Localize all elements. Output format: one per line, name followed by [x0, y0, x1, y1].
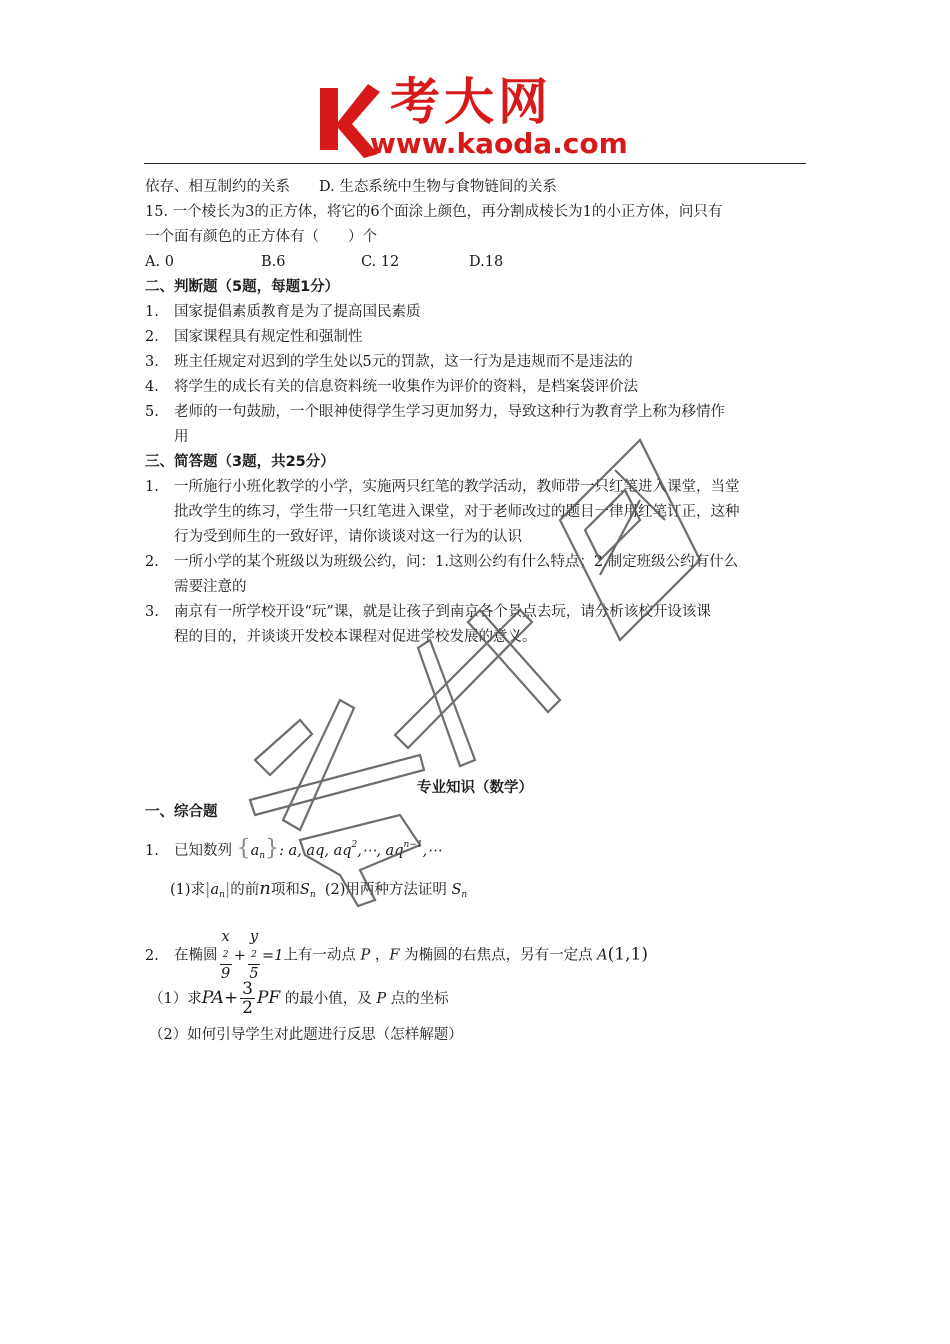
part-text: 点的坐标	[390, 991, 449, 1007]
question-15-options	[145, 251, 503, 273]
item-number: 3.	[145, 604, 159, 620]
section-heading-short-answer: 三、简答题（3题，共25分）	[145, 454, 335, 470]
item-number: 5.	[145, 404, 159, 420]
item-number: 2.	[145, 947, 159, 964]
sequence-formula: $\{a_n\}$: a, aq, $aq^2,\cdots$, $aq^{n-1},\cdots$	[236, 836, 442, 861]
item-text: 将学生的成长有关的信息资料统一收集作为评价的资料，是档案袋评价法	[174, 379, 638, 395]
item-text: 国家课程具有规定性和强制性	[174, 329, 363, 345]
kaoda-logo	[318, 73, 648, 160]
item-number: 3.	[145, 354, 159, 370]
item-text: 上有一动点	[283, 947, 356, 964]
item-number: 4.	[145, 379, 159, 395]
header-divider	[144, 163, 806, 164]
item-number: 1.	[145, 304, 159, 320]
judge-item	[145, 326, 363, 348]
short-answer-continued: 需要注意的	[174, 579, 247, 595]
item-text: 老师的一句鼓励，一个眼神使得学生学习更加努力，导致这种行为教育学上称为移情作	[174, 404, 725, 420]
short-answer-item	[145, 551, 738, 573]
part-1-text: (1)求	[170, 882, 206, 898]
judge-item-continued: 用	[174, 429, 189, 445]
item-text: 国家提倡素质教育是为了提高国民素质	[174, 304, 421, 320]
item-number: 2.	[145, 554, 159, 570]
short-answer-item	[145, 601, 711, 623]
option-c: C. 12	[361, 254, 400, 270]
short-answer-continued: 批改学生的练习，学生带一只红笔进入课堂，对于老师改过的题目一律用红笔订正，这种	[174, 504, 740, 520]
section-heading-judge: 二、判断题（5题，每题1分）	[145, 279, 340, 295]
option-d: D.18	[469, 254, 504, 270]
item-text: 为椭圆的右焦点，另有一定点	[404, 947, 593, 964]
item-number: 2.	[145, 329, 159, 345]
question-15-line1: 15. 一个棱长为3的正方体，将它的6个面涂上颜色，再分割成棱长为1的小正方体，问只有	[145, 204, 723, 220]
short-answer-continued: 行为受到师生的一致好评，请你谈谈对这一行为的认识	[174, 529, 522, 545]
option-a: A. 0	[145, 254, 174, 270]
question-15-line2: 一个面有颜色的正方体有（ ）个	[145, 229, 377, 245]
short-answer-item	[145, 476, 740, 498]
part-1-text: 的前	[230, 882, 260, 898]
item-text: 班主任规定对迟到的学生处以5元的罚款，这一行为是违规而不是违法的	[174, 354, 633, 370]
item-text: 一所施行小班化教学的小学，实施两只红笔的教学活动，教师带一只红笔进入课堂，当堂	[174, 479, 740, 495]
math-question-2: 2. 在椭圆 x 2 9 + y 2 5 =1上有一动点 P ，F 为椭圆的右焦点，另有一定点 A(1,1)	[145, 929, 648, 982]
item-text: ，	[374, 947, 390, 964]
part-1-text: 项和	[270, 882, 300, 898]
math-question-2-part-2: （2）如何引导学生对此题进行反思（怎样解题）	[149, 1027, 463, 1043]
math-section-title: 专业知识（数学）	[417, 780, 533, 796]
item-text: 南京有一所学校开设“玩”课，就是让孩子到南京各个景点去玩，请分析该校开设该课	[174, 604, 711, 620]
judge-item	[145, 351, 633, 373]
item-number: 1.	[145, 479, 159, 495]
judge-item	[145, 301, 421, 323]
part-2-text: (2)用两种方法证明	[324, 882, 447, 898]
text-line: 依存、相互制约的关系 D. 生态系统中生物与食物链间的关系	[145, 179, 557, 195]
logo-url-text: www.kaoda.com	[370, 127, 628, 160]
ellipse-equation: x 2 9 + y 2 5 =1	[220, 929, 284, 982]
item-text: 已知数列	[174, 843, 232, 859]
section-heading-comprehensive: 一、综合题	[145, 804, 218, 820]
variable-n: n	[259, 878, 271, 899]
short-answer-continued: 程的目的，并谈谈开发校本课程对促进学校发展的意义。	[174, 629, 537, 645]
logo-chinese-text: 考大网	[390, 73, 552, 131]
judge-item	[145, 376, 638, 398]
math-question-1	[145, 830, 442, 871]
item-number: 1.	[145, 843, 159, 859]
part-text: （1）求	[149, 991, 202, 1007]
judge-item	[145, 401, 725, 423]
math-question-2-part-1: （1）求PA+ $\frac{3}{2}$ PF 的最小值，及 P 点的坐标	[149, 979, 449, 1018]
item-text: 在椭圆	[174, 947, 218, 964]
math-question-1-parts: (1)求$|a_n|$的前n项和$S_n$ (2)用两种方法证明 $S_n$	[170, 878, 468, 900]
item-text: 一所小学的某个班级以为班级公约，问：1.这则公约有什么特点；2.制定班级公约有什么	[174, 554, 739, 570]
part-text: 的最小值，及	[284, 991, 372, 1007]
option-b: B.6	[261, 254, 286, 270]
